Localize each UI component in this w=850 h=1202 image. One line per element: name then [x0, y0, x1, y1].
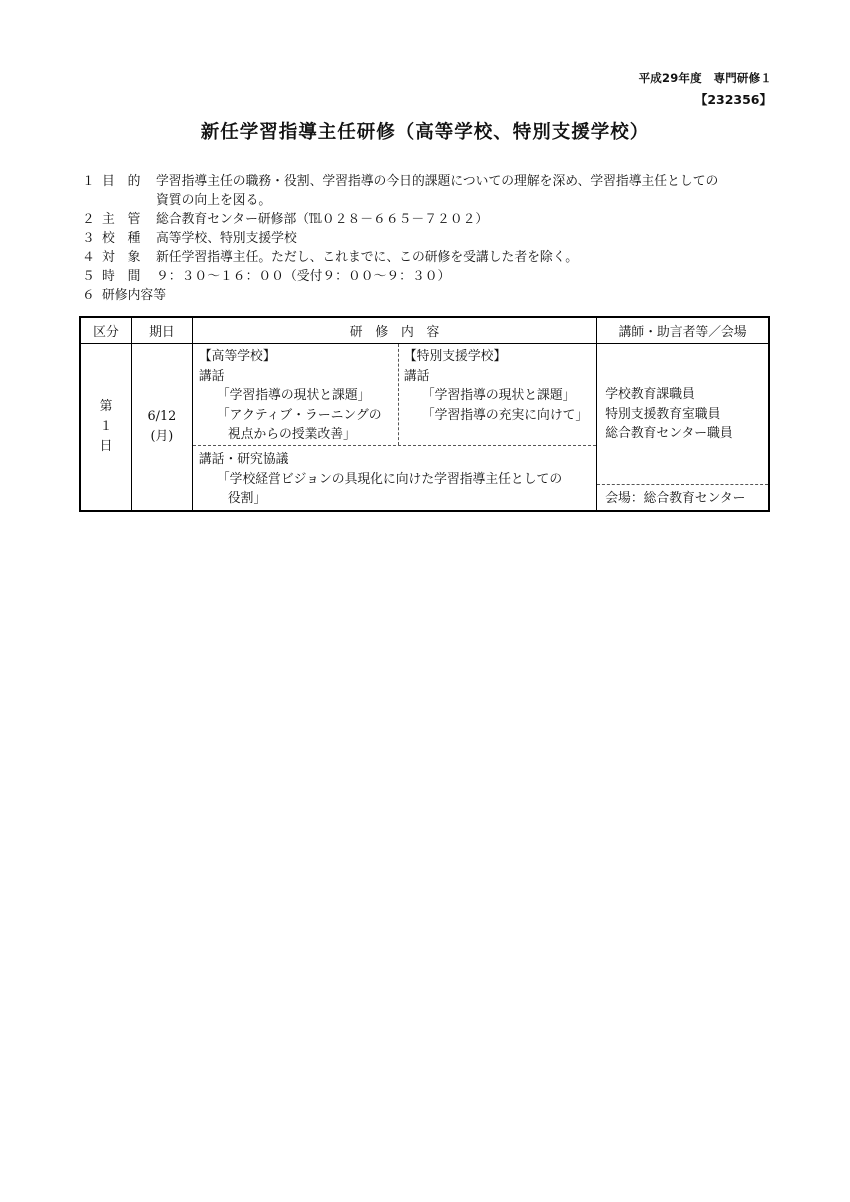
date-cell	[131, 344, 192, 512]
lecturer-list	[605, 385, 732, 444]
item-organizer	[82, 210, 782, 229]
special-school-block	[404, 347, 588, 425]
item-text	[156, 172, 782, 210]
joint-session-topic: 役割」	[227, 491, 267, 506]
date-weekday: (月)	[150, 429, 174, 444]
special-school-topic: 「学習指導の現状と課題」	[421, 388, 576, 403]
item-number: ３	[82, 231, 95, 246]
lecturer-item: 総合教育センター職員	[605, 426, 733, 441]
item-label: 時 間	[102, 269, 141, 284]
divider-horizontal	[193, 445, 596, 446]
item-text: ９：３０～１６：００（受付９：００～９：３０）	[156, 269, 451, 284]
item-number: ５	[82, 269, 95, 284]
item-purpose	[82, 172, 782, 210]
special-school-heading: 【特別支援学校】	[403, 349, 507, 364]
divider-vertical	[398, 344, 399, 445]
item-label: 主 管	[102, 212, 141, 227]
item-time	[82, 267, 782, 286]
item-text-line1: 学習指導主任の職務・役割、学習指導の今日的課題についての理解を深め、学習指導主任としての	[156, 174, 719, 189]
fiscal-year-label: 平成29年度 専門研修１	[638, 71, 772, 85]
item-school-type	[82, 229, 782, 248]
item-contents	[82, 286, 782, 305]
header-division: 区分	[80, 317, 131, 344]
item-text: 総合教育センター研修部（℡０２８－６６５－７２０２）	[156, 212, 489, 227]
item-number: １	[82, 174, 95, 189]
high-school-topic: 視点からの授業改善」	[227, 427, 356, 442]
item-label: 校 種	[102, 231, 141, 246]
venue-label: 会場：総合教育センター	[605, 491, 746, 506]
table-row	[80, 344, 769, 512]
lecturer-item: 学校教育課職員	[605, 387, 695, 402]
header-lecturers: 講師・助言者等／会場	[597, 317, 769, 344]
lecturer-item: 特別支援教育室職員	[605, 406, 721, 422]
item-number: ４	[82, 250, 95, 265]
special-school-topic: 「学習指導の充実に向けて」	[421, 407, 589, 423]
item-text-line2: 資質の向上を図る。	[156, 193, 272, 208]
high-school-topic: 「学習指導の現状と課題」	[216, 388, 371, 403]
day-cell	[80, 344, 131, 512]
table-header-row	[80, 317, 769, 344]
joint-session-topic: 「学校経営ビジョンの具現化に向けた学習指導主任としての	[216, 471, 563, 487]
course-overview	[82, 172, 782, 305]
item-number: ２	[82, 212, 95, 227]
day-char: 第	[99, 399, 113, 414]
header-content: 研 修 内 容	[192, 317, 596, 344]
high-school-type: 講話	[198, 368, 225, 384]
item-target	[82, 248, 782, 267]
schedule-table	[79, 316, 770, 512]
course-code: 【232356】	[694, 92, 772, 107]
high-school-heading: 【高等学校】	[198, 349, 276, 364]
joint-session-block	[199, 450, 562, 509]
special-school-type: 講話	[403, 368, 430, 384]
lecturer-cell	[597, 344, 769, 512]
item-text: 高等学校、特別支援学校	[156, 231, 297, 246]
date-value: 6/12	[147, 409, 177, 424]
item-label: 目 的	[102, 174, 141, 189]
venue-divider	[597, 484, 768, 485]
content-cell	[192, 344, 596, 512]
item-label: 対 象	[102, 250, 141, 265]
day-char: 日	[99, 439, 113, 454]
joint-session-type: 講話・研究協議	[198, 452, 289, 467]
item-label: 研修内容等	[102, 288, 166, 303]
page-title: 新任学習指導主任研修（高等学校、特別支援学校）	[200, 122, 650, 143]
header-date: 期日	[131, 317, 192, 344]
high-school-topic: 「アクティブ・ラーニングの	[216, 407, 382, 423]
item-number: ６	[82, 288, 95, 303]
item-text: 新任学習指導主任。ただし、これまでに、この研修を受講した者を除く。	[156, 250, 579, 265]
high-school-block	[199, 347, 382, 445]
day-char: １	[99, 419, 113, 434]
